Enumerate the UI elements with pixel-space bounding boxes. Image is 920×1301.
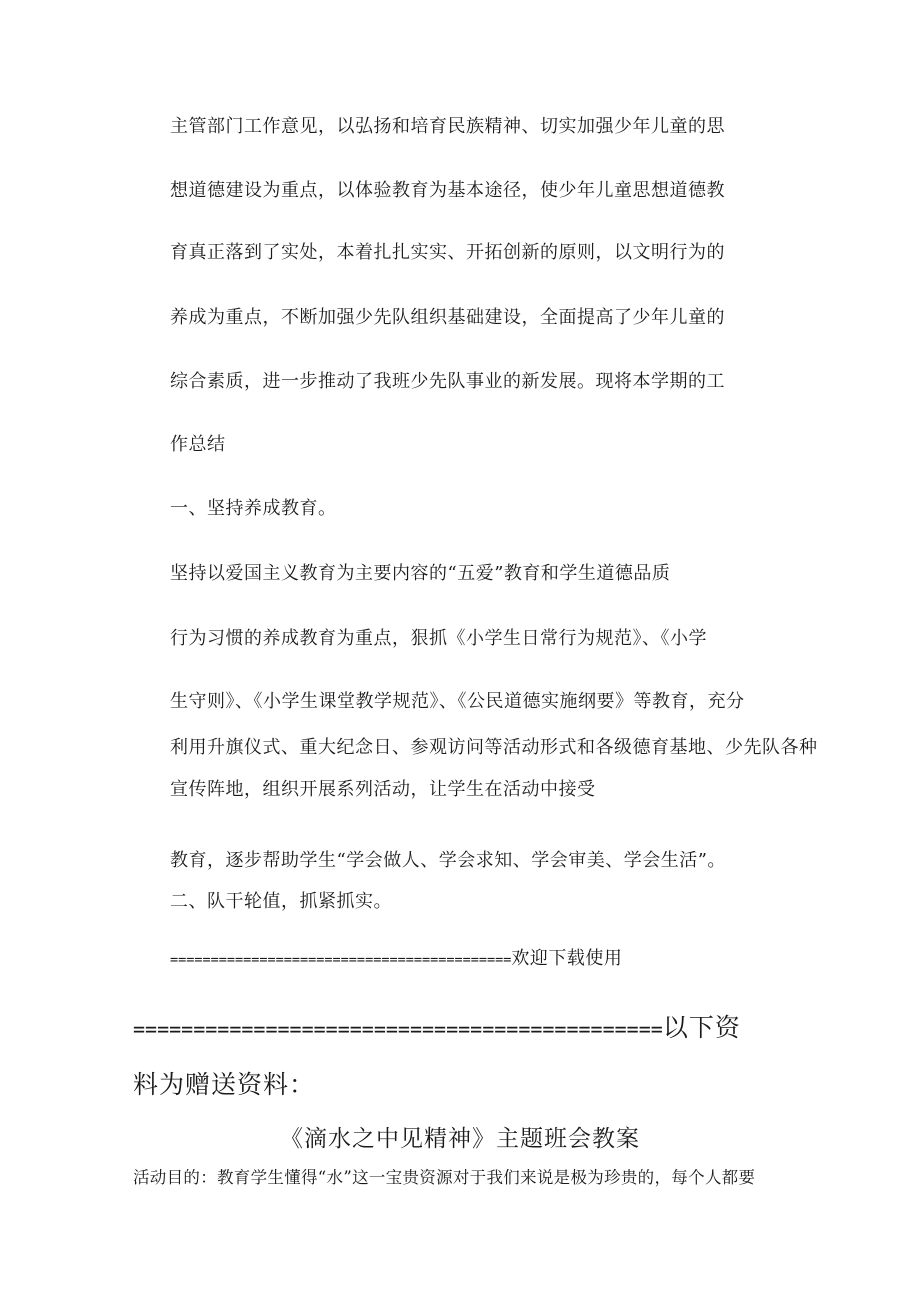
lesson-plan-title: 《滴水之中见精神》主题班会教案 [280, 1126, 640, 1152]
paragraph-line: 生守则》、《小学生课堂教学规范》、《公民道德实施纲要》等教育，充分 [170, 691, 745, 712]
welcome-divider [170, 947, 622, 972]
paragraph-line: 利用升旗仪式、重大纪念日、参观访问等活动形式和各级德育基地、少先队各种 [170, 737, 818, 758]
paragraph-line: 教育，逐步帮助学生“学会做人、学会求知、学会审美、学会生活”。 [170, 850, 726, 871]
lesson-plan-purpose: 活动目的：教育学生懂得“水”这一宝贵资源对于我们来说是极为珍贵的，每个人都要 [133, 1168, 756, 1187]
paragraph-line: 宣传阵地，组织开展系列活动，让学生在活动中接受 [170, 779, 596, 800]
paragraph-line: 育真正落到了实处，本着扎扎实实、开拓创新的原则，以文明行为的 [170, 242, 725, 263]
equals-rule: ========================================== [170, 952, 512, 968]
section-heading-one: 一、坚持养成教育。 [170, 498, 337, 519]
paragraph-line: 养成为重点，不断加强少先队组织基础建设，全面提高了少年儿童的 [170, 307, 725, 328]
paragraph-line: 想道德建设为重点，以体验教育为基本途径，使少年儿童思想道德教 [170, 180, 725, 201]
paragraph-line: 作总结 [170, 434, 226, 455]
equals-rule: ============================================ [133, 1017, 663, 1041]
section-heading-two: 二、队干轮值，抓紧抓实。 [170, 891, 392, 912]
welcome-text: 欢迎下载使用 [511, 948, 623, 969]
paragraph-line: 坚持以爱国主义教育为主要内容的“五爱”教育和学生道德品质 [170, 563, 671, 584]
gift-divider [133, 1012, 741, 1045]
paragraph-line: 主管部门工作意见，以弘扬和培育民族精神、切实加强少年儿童的思 [170, 116, 725, 137]
gift-text-part2: 料为赠送资料： [133, 1070, 316, 1099]
gift-text-part1: 以下资 [662, 1013, 741, 1042]
paragraph-line: 综合素质，进一步推动了我班少先队事业的新发展。现将本学期的工 [170, 371, 725, 392]
paragraph-line: 行为习惯的养成教育为重点，狠抓《小学生日常行为规范》、《小学 [170, 628, 707, 649]
